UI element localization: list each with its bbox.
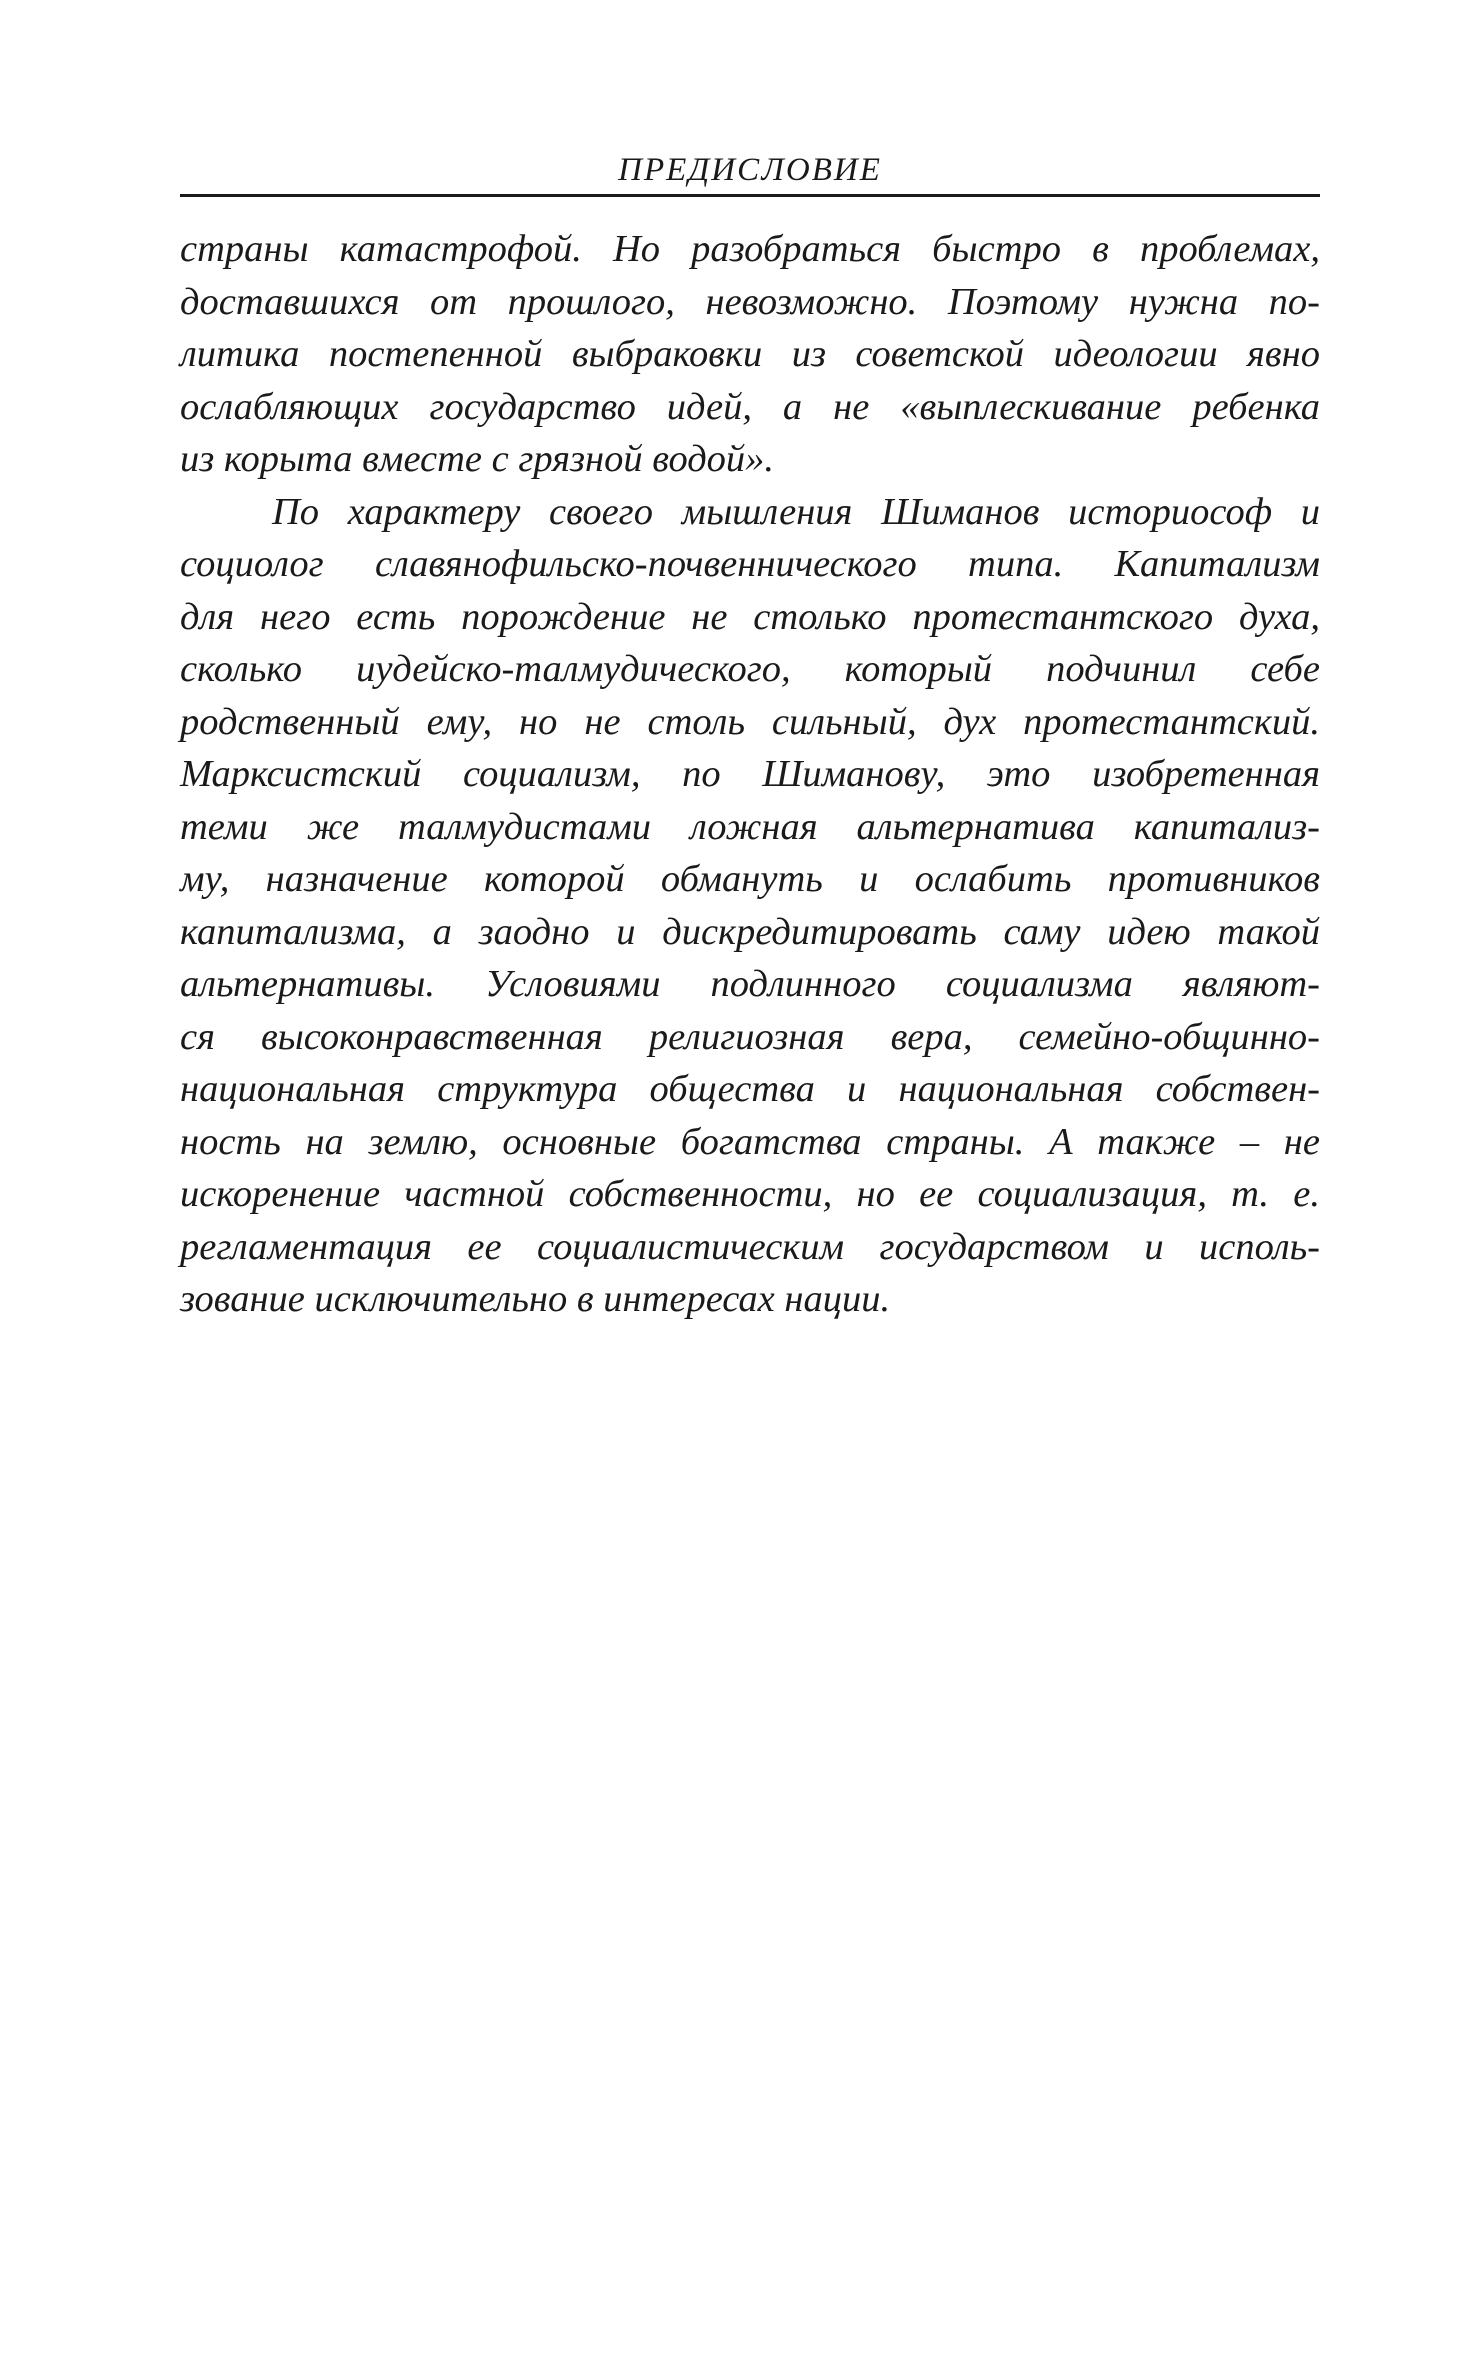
text-line: для него есть порождение не столько протестантского духа, xyxy=(180,595,1320,638)
text-line: страны катастрофой. Но разобраться быстро в проблемах, xyxy=(180,228,1320,270)
text-line: национальная структура общества и национальная собствен- xyxy=(180,1068,1320,1110)
text-line: альтернативы. Условиями подлинного социализма являют- xyxy=(180,963,1320,1005)
header-rule xyxy=(180,194,1320,197)
text-line: из корыта вместе с грязной водой». xyxy=(180,438,775,480)
book-page xyxy=(180,150,1320,1326)
text-line: искоренение частной собственности, но ее социализация, т. е. xyxy=(180,1173,1320,1215)
body-text xyxy=(180,223,1320,1326)
text-line: теми же талмудистами ложная альтернатива капитализ- xyxy=(180,805,1320,848)
text-line: Марксистский социализм, по Шиманову, это изобретенная xyxy=(180,753,1320,795)
text-line: регламентация ее социалистическим государством и исполь- xyxy=(180,1225,1320,1268)
text-line: ослабляющих государство идей, а не «выплескивание ребенка xyxy=(180,385,1320,428)
paragraph-1 xyxy=(180,223,1320,486)
running-head: ПРЕДИСЛОВИЕ xyxy=(618,152,882,188)
text-line: зование исключительно в интересах нации. xyxy=(180,1278,891,1320)
text-line: родственный ему, но не столь сильный, дух протестантский. xyxy=(180,700,1320,743)
text-line: му, назначение которой обмануть и ослабить противников xyxy=(180,858,1320,900)
text-line: доставшихся от прошлого, невозможно. Поэтому нужна по- xyxy=(180,280,1320,323)
text-line: литика постепенной выбраковки из советской идеологии явно xyxy=(180,333,1320,375)
text-line: По характеру своего мышления Шиманов историософ и xyxy=(272,490,1320,533)
text-line: сколько иудейско-талмудического, который подчинил себе xyxy=(180,648,1320,690)
paragraph-2 xyxy=(180,486,1320,1326)
text-line: ность на землю, основные богатства страны. А также – не xyxy=(180,1120,1320,1163)
text-line: социолог славянофильско-почвеннического типа. Капитализм xyxy=(180,543,1320,585)
text-line: капитализма, а заодно и дискредитировать саму идею такой xyxy=(180,910,1320,953)
text-line: ся высоконравственная религиозная вера, семейно-общинно- xyxy=(180,1015,1320,1058)
